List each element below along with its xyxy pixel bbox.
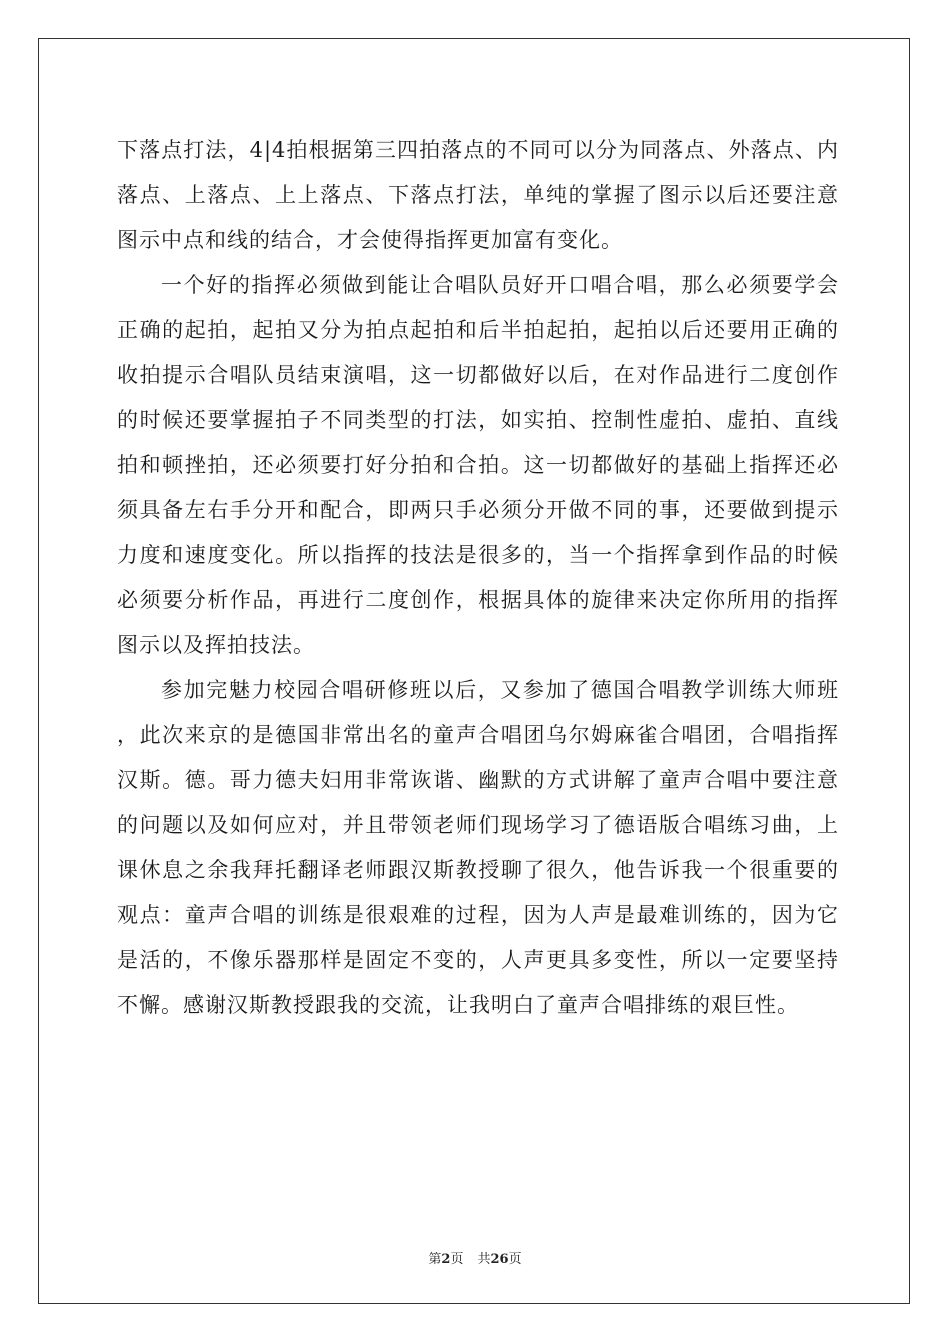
page-prefix: 第: [428, 1252, 442, 1267]
page-number: 2: [441, 1252, 451, 1267]
paragraph-2: 一个好的指挥必须做到能让合唱队员好开口唱合唱，那么必须要学会正确的起拍，起拍又分为拍点起拍和后半拍起拍，起拍以后还要用正确的收拍提示合唱队员结束演唱，这一切都做好以后，在对作品进行二度创作的时候还要掌握拍子不同类型的打法，如实拍、控制性虚拍、虚拍、直线拍和顿挫拍，还必须要打好分拍和合拍。这一切都做好的基础上指挥还必须具备左右手分开和配合，即两只手必须分开做不同的事，还要做到提示力度和速度变化。所以指挥的技法是很多的，当一个指挥拿到作品的时候必须要分析作品，再进行二度创作，根据具体的旋律来决定你所用的指挥图示以及挥拍技法。: [117, 273, 839, 657]
paragraph-1: 下落点打法，4|4拍根据第三四拍落点的不同可以分为同落点、外落点、内落点、上落点、上上落点、下落点打法，单纯的掌握了图示以后还要注意图示中点和线的结合，才会使得指挥更加富有变化。: [117, 138, 839, 252]
page-suffix: 页: [450, 1252, 464, 1267]
page-footer: [0, 1248, 950, 1267]
total-pages: 26: [490, 1252, 509, 1267]
document-body: [117, 128, 839, 1028]
total-suffix: 页: [508, 1252, 522, 1267]
paragraph-3: 参加完魅力校园合唱研修班以后，又参加了德国合唱教学训练大师班，此次来京的是德国非常出名的童声合唱团乌尔姆麻雀合唱团，合唱指挥汉斯。德。哥力德夫妇用非常诙谐、幽默的方式讲解了童声合唱中要注意的问题以及如何应对，并且带领老师们现场学习了德语版合唱练习曲，上课休息之余我拜托翻译老师跟汉斯教授聊了很久，他告诉我一个很重要的观点：童声合唱的训练是很艰难的过程，因为人声是最难训练的，因为它是活的，不像乐器那样是固定不变的，人声更具多变性，所以一定要坚持不懈。感谢汉斯教授跟我的交流，让我明白了童声合唱排练的艰巨性。: [117, 678, 839, 1017]
total-prefix: 共: [477, 1252, 491, 1267]
